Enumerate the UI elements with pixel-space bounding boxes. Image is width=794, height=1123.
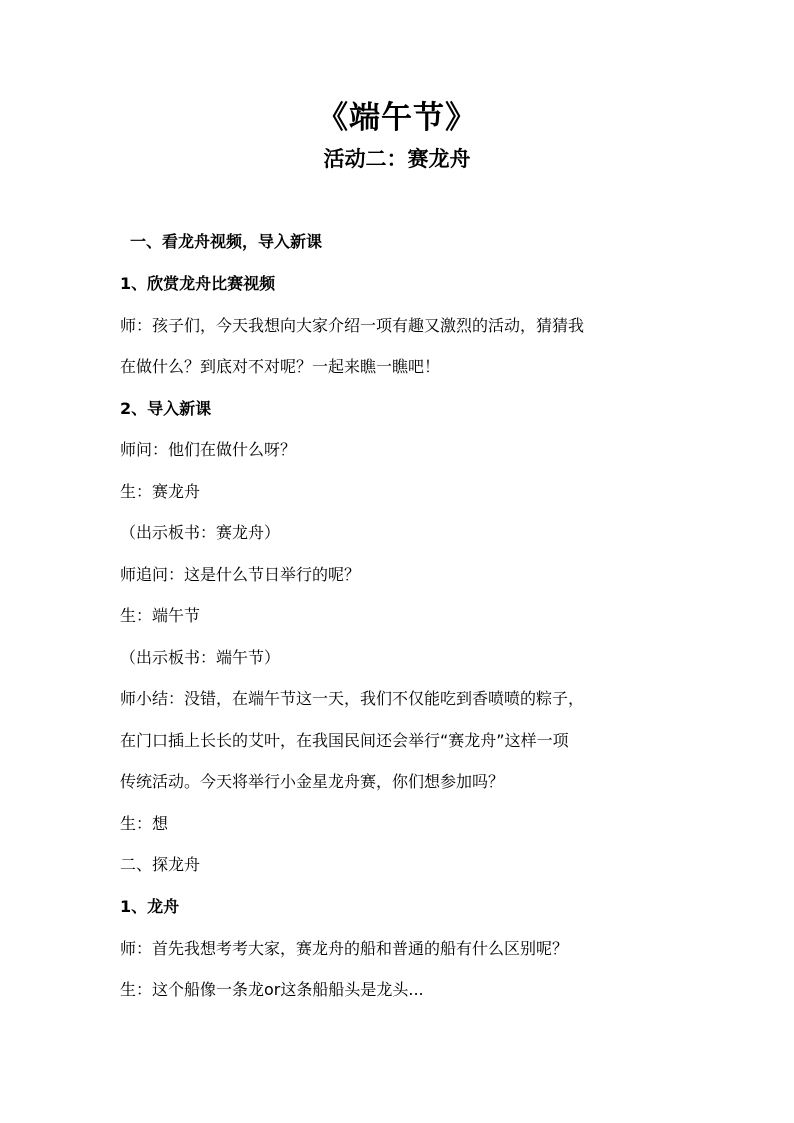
paragraph-line: 生：赛龙舟	[120, 482, 201, 501]
subheading-1-2: 2、导入新课	[120, 399, 212, 418]
paragraph-line: （出示板书：赛龙舟）	[120, 523, 281, 542]
paragraph-line: 生：想	[120, 814, 169, 833]
document-subtitle: 活动二：赛龙舟	[323, 146, 471, 171]
subheading-1-1: 1、欣赏龙舟比赛视频	[120, 274, 276, 293]
paragraph-line: 师：首先我想考考大家，赛龙舟的船和普通的船有什么区别呢？	[120, 939, 569, 958]
section-heading-2: 二、探龙舟	[120, 855, 201, 874]
paragraph-line: 生：端午节	[120, 606, 201, 625]
paragraph-line: （出示板书：端午节）	[120, 648, 281, 667]
paragraph-line: 生：这个船像一条龙or这条船船头是龙头...	[120, 980, 424, 999]
paragraph-line: 师追问：这是什么节日举行的呢？	[120, 565, 361, 584]
subheading-2-1: 1、龙舟	[120, 897, 180, 916]
paragraph-line: 师：孩子们，今天我想向大家介绍一项有趣又激烈的活动，猜猜我	[120, 316, 585, 335]
section-heading-1: 一、看龙舟视频，导入新课	[130, 232, 323, 251]
paragraph-line: 在做什么？到底对不对呢？一起来瞧一瞧吧！	[120, 357, 441, 376]
paragraph-line: 师问：他们在做什么呀？	[120, 440, 297, 459]
paragraph-line: 师小结：没错，在端午节这一天，我们不仅能吃到香喷喷的粽子，	[120, 689, 585, 708]
document-title: 《端午节》	[317, 100, 477, 136]
paragraph-line: 传统活动。今天将举行小金星龙舟赛，你们想参加吗？	[120, 772, 505, 791]
paragraph-line: 在门口插上长长的艾叶，在我国民间还会举行“赛龙舟”这样一项	[120, 731, 569, 750]
